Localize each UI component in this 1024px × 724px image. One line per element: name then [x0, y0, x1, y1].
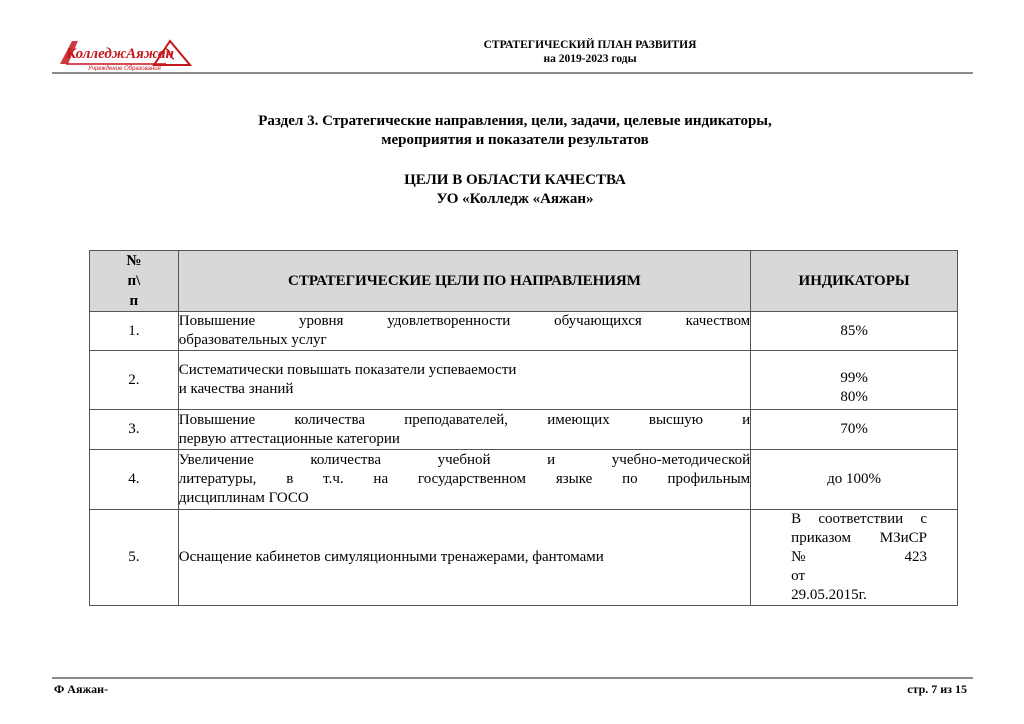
header-num [90, 251, 179, 312]
indicator-line: 85% [840, 322, 868, 339]
table-row [90, 450, 958, 510]
table-row [90, 510, 958, 606]
row-goal [178, 510, 750, 606]
goal-line: дисциплинам ГОСО [178, 490, 309, 506]
header-goals: СТРАТЕГИЧЕСКИЕ ЦЕЛИ ПО НАПРАВЛЕНИЯМ [178, 251, 750, 312]
indicator-line: 70% [840, 421, 868, 437]
goals-title-line2: УО «Колледж «Аяжан» [436, 191, 594, 207]
indicator-line: приказом МЗиСР [791, 530, 927, 546]
section-title [120, 112, 910, 150]
indicator-line: 99% [840, 370, 868, 386]
header-divider [52, 72, 973, 74]
goal-line: Повышение количества преподавателей, имеющих высшую и [178, 411, 751, 428]
goal-line: образовательных услуг [178, 332, 327, 348]
table-row [90, 410, 958, 450]
goal-line: Оснащение кабинетов симуляционными тренажерами, фантомами [178, 549, 604, 565]
section-title-line1: Раздел 3. Стратегические направления, цели, задачи, целевые индикаторы, [258, 113, 772, 129]
indicator-line: до 100% [827, 471, 882, 487]
row-number: 3. [90, 410, 179, 450]
row-goal [178, 312, 750, 351]
row-goal [178, 410, 750, 450]
logo-text: КолледжАяжан [66, 46, 174, 62]
indicator-line: 80% [840, 389, 868, 405]
header-title-line2: на 2019-2023 годы [543, 53, 637, 65]
goal-line: Увеличение количества учебной и учебно-методической [178, 452, 751, 468]
goals-title-line1: ЦЕЛИ В ОБЛАСТИ КАЧЕСТВА [404, 172, 626, 188]
table-row [90, 351, 958, 410]
header-indicators: ИНДИКАТОРЫ [751, 251, 958, 312]
row-indicator [751, 450, 958, 510]
goal-line: и качества знаний [178, 381, 294, 397]
section-title-line2: мероприятия и показатели результатов [381, 132, 649, 148]
table-header-row [90, 251, 958, 312]
goal-line: Повышение уровня удовлетворенности обучающихся качеством [178, 313, 751, 329]
footer-doc-code: Ф Аяжан- [54, 682, 109, 696]
logo-subtext: Учреждение Образования [88, 66, 161, 71]
header-num-line3: п [129, 293, 139, 309]
header-num-line2: п\ [127, 273, 141, 289]
header-title [440, 38, 740, 66]
goal-line: Систематически повышать показатели успеваемости [178, 362, 517, 378]
goals-title [120, 171, 910, 209]
college-logo [58, 37, 198, 71]
goal-line: литературы, в т.ч. на государственном языке по профильным [178, 471, 751, 487]
row-indicator [751, 510, 958, 606]
goal-line: первую аттестационные категории [178, 430, 400, 447]
footer-page-number: стр. 7 из 15 [907, 682, 967, 696]
row-goal [178, 450, 750, 510]
table-row [90, 312, 958, 351]
quality-goals-table [89, 250, 958, 606]
indicator-line: В соответствии с [791, 511, 927, 527]
row-number: 2. [90, 351, 179, 410]
row-number: 5. [90, 510, 179, 606]
row-goal [178, 351, 750, 410]
college-logo-icon [58, 37, 198, 71]
row-indicator [751, 351, 958, 410]
header-title-line1: СТРАТЕГИЧЕСКИЙ ПЛАН РАЗВИТИЯ [483, 39, 697, 51]
row-indicator [751, 312, 958, 351]
header-num-line1: № [126, 253, 142, 269]
row-number: 1. [90, 312, 179, 351]
footer-divider [52, 677, 973, 679]
row-indicator [751, 410, 958, 450]
indicator-line: № 423 от [791, 549, 927, 584]
indicator-line: 29.05.2015г. [791, 587, 867, 603]
row-number: 4. [90, 450, 179, 510]
